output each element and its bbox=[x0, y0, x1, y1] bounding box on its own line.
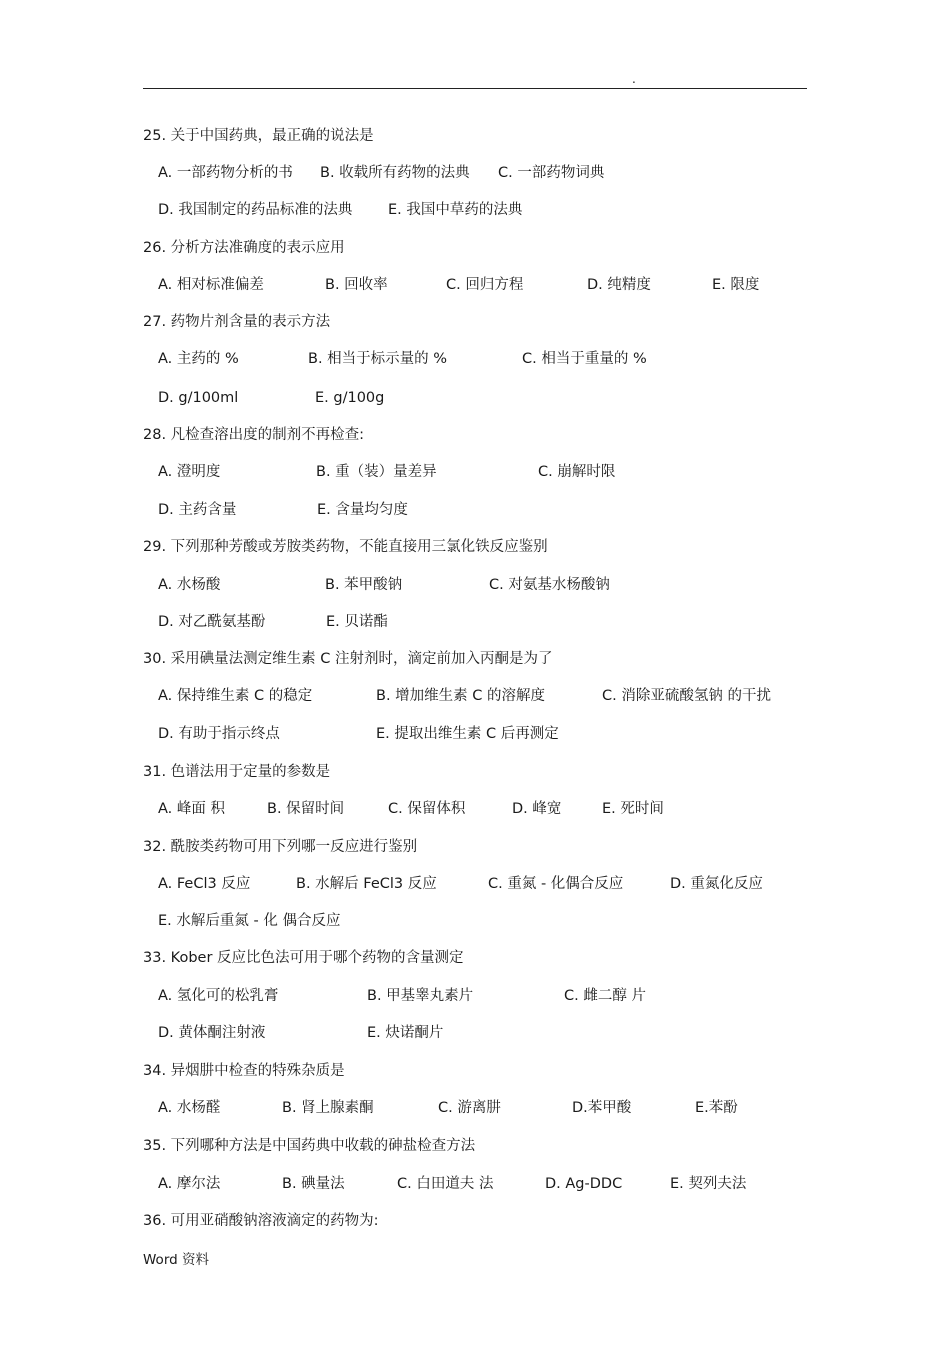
q34-option-e: E.苯酚 bbox=[695, 1100, 738, 1116]
q29-option-e: E. 贝诺酯 bbox=[326, 614, 388, 630]
q32-option-e: E. 水解后重氮 - 化 偶合反应 bbox=[158, 913, 341, 929]
q30-option-e: E. 提取出维生素 C 后再测定 bbox=[376, 726, 559, 742]
question-31-stem: 31. 色谱法用于定量的参数是 bbox=[143, 764, 331, 780]
q28-option-e: E. 含量均匀度 bbox=[317, 502, 408, 518]
q32-option-a: A. FeCl3 反应 bbox=[158, 876, 251, 892]
q29-option-b: B. 苯甲酸钠 bbox=[325, 577, 403, 593]
q34-option-b: B. 肾上腺素酮 bbox=[282, 1100, 374, 1116]
q28-option-d: D. 主药含量 bbox=[158, 502, 237, 518]
q26-option-d: D. 纯精度 bbox=[587, 277, 651, 293]
question-35-stem: 35. 下列哪种方法是中国药典中收载的砷盐检查方法 bbox=[143, 1138, 476, 1154]
q31-option-c: C. 保留体积 bbox=[388, 801, 466, 817]
q27-option-a: A. 主药的 % bbox=[158, 351, 239, 367]
header-dot: . bbox=[632, 72, 636, 86]
q28-option-a: A. 澄明度 bbox=[158, 464, 221, 480]
page-footer: Word 资料 bbox=[143, 1252, 209, 1268]
q32-option-d: D. 重氮化反应 bbox=[670, 876, 763, 892]
q35-option-b: B. 碘量法 bbox=[282, 1176, 345, 1192]
q25-option-c: C. 一部药物词典 bbox=[498, 165, 605, 181]
q31-option-b: B. 保留时间 bbox=[267, 801, 345, 817]
question-28-stem: 28. 凡检查溶出度的制剂不再检查: bbox=[143, 427, 365, 443]
header-rule bbox=[143, 88, 807, 89]
question-29-stem: 29. 下列那种芳酸或芳胺类药物，不能直接用三氯化铁反应鉴别 bbox=[143, 539, 548, 555]
question-30-stem: 30. 采用碘量法测定维生素 C 注射剂时，滴定前加入丙酮是为了 bbox=[143, 651, 553, 667]
q30-option-a: A. 保持维生素 C 的稳定 bbox=[158, 688, 313, 704]
q31-option-a: A. 峰面 积 bbox=[158, 801, 225, 817]
question-36-stem: 36. 可用亚硝酸钠溶液滴定的药物为: bbox=[143, 1213, 379, 1229]
q31-option-d: D. 峰宽 bbox=[512, 801, 562, 817]
q33-option-a: A. 氢化可的松乳膏 bbox=[158, 988, 279, 1004]
question-26-stem: 26. 分析方法准确度的表示应用 bbox=[143, 240, 345, 256]
q35-option-d: D. Ag-DDC bbox=[545, 1176, 623, 1192]
q29-option-a: A. 水杨酸 bbox=[158, 577, 221, 593]
question-32-stem: 32. 酰胺类药物可用下列哪一反应进行鉴别 bbox=[143, 839, 418, 855]
q26-option-a: A. 相对标准偏差 bbox=[158, 277, 264, 293]
q29-option-c: C. 对氨基水杨酸钠 bbox=[489, 577, 610, 593]
q32-option-b: B. 水解后 FeCl3 反应 bbox=[296, 876, 437, 892]
q34-option-d: D.苯甲酸 bbox=[572, 1100, 632, 1116]
q25-option-a: A. 一部药物分析的书 bbox=[158, 165, 293, 181]
q28-option-b: B. 重（装）量差异 bbox=[316, 464, 437, 480]
q34-option-c: C. 游离肼 bbox=[438, 1100, 501, 1116]
q32-option-c: C. 重氮 - 化偶合反应 bbox=[488, 876, 624, 892]
question-33-stem: 33. Kober 反应比色法可用于哪个药物的含量测定 bbox=[143, 950, 464, 966]
q35-option-c: C. 白田道夫 法 bbox=[397, 1176, 494, 1192]
question-34-stem: 34. 异烟肼中检查的特殊杂质是 bbox=[143, 1063, 345, 1079]
q30-option-b: B. 增加维生素 C 的溶解度 bbox=[376, 688, 546, 704]
q35-option-a: A. 摩尔法 bbox=[158, 1176, 221, 1192]
q26-option-c: C. 回归方程 bbox=[446, 277, 524, 293]
q31-option-e: E. 死时间 bbox=[602, 801, 664, 817]
q30-option-c: C. 消除亚硫酸氢钠 的干扰 bbox=[602, 688, 771, 704]
q33-option-d: D. 黄体酮注射液 bbox=[158, 1025, 266, 1041]
q26-option-b: B. 回收率 bbox=[325, 277, 388, 293]
q27-option-e: E. g/100g bbox=[315, 390, 385, 406]
q25-option-b: B. 收载所有药物的法典 bbox=[320, 165, 470, 181]
q27-option-b: B. 相当于标示量的 % bbox=[308, 351, 448, 367]
q27-option-d: D. g/100ml bbox=[158, 390, 239, 406]
q33-option-e: E. 炔诺酮片 bbox=[367, 1025, 444, 1041]
question-27-stem: 27. 药物片剂含量的表示方法 bbox=[143, 314, 331, 330]
q35-option-e: E. 契列夫法 bbox=[670, 1176, 747, 1192]
question-25-stem: 25. 关于中国药典，最正确的说法是 bbox=[143, 128, 374, 144]
q29-option-d: D. 对乙酰氨基酚 bbox=[158, 614, 266, 630]
q28-option-c: C. 崩解时限 bbox=[538, 464, 616, 480]
q33-option-b: B. 甲基睾丸素片 bbox=[367, 988, 474, 1004]
q26-option-e: E. 限度 bbox=[712, 277, 760, 293]
q33-option-c: C. 雌二醇 片 bbox=[564, 988, 646, 1004]
q34-option-a: A. 水杨醛 bbox=[158, 1100, 221, 1116]
q25-option-d: D. 我国制定的药品标准的法典 bbox=[158, 202, 353, 218]
q25-option-e: E. 我国中草药的法典 bbox=[388, 202, 523, 218]
q27-option-c: C. 相当于重量的 % bbox=[522, 351, 647, 367]
q30-option-d: D. 有助于指示终点 bbox=[158, 726, 280, 742]
